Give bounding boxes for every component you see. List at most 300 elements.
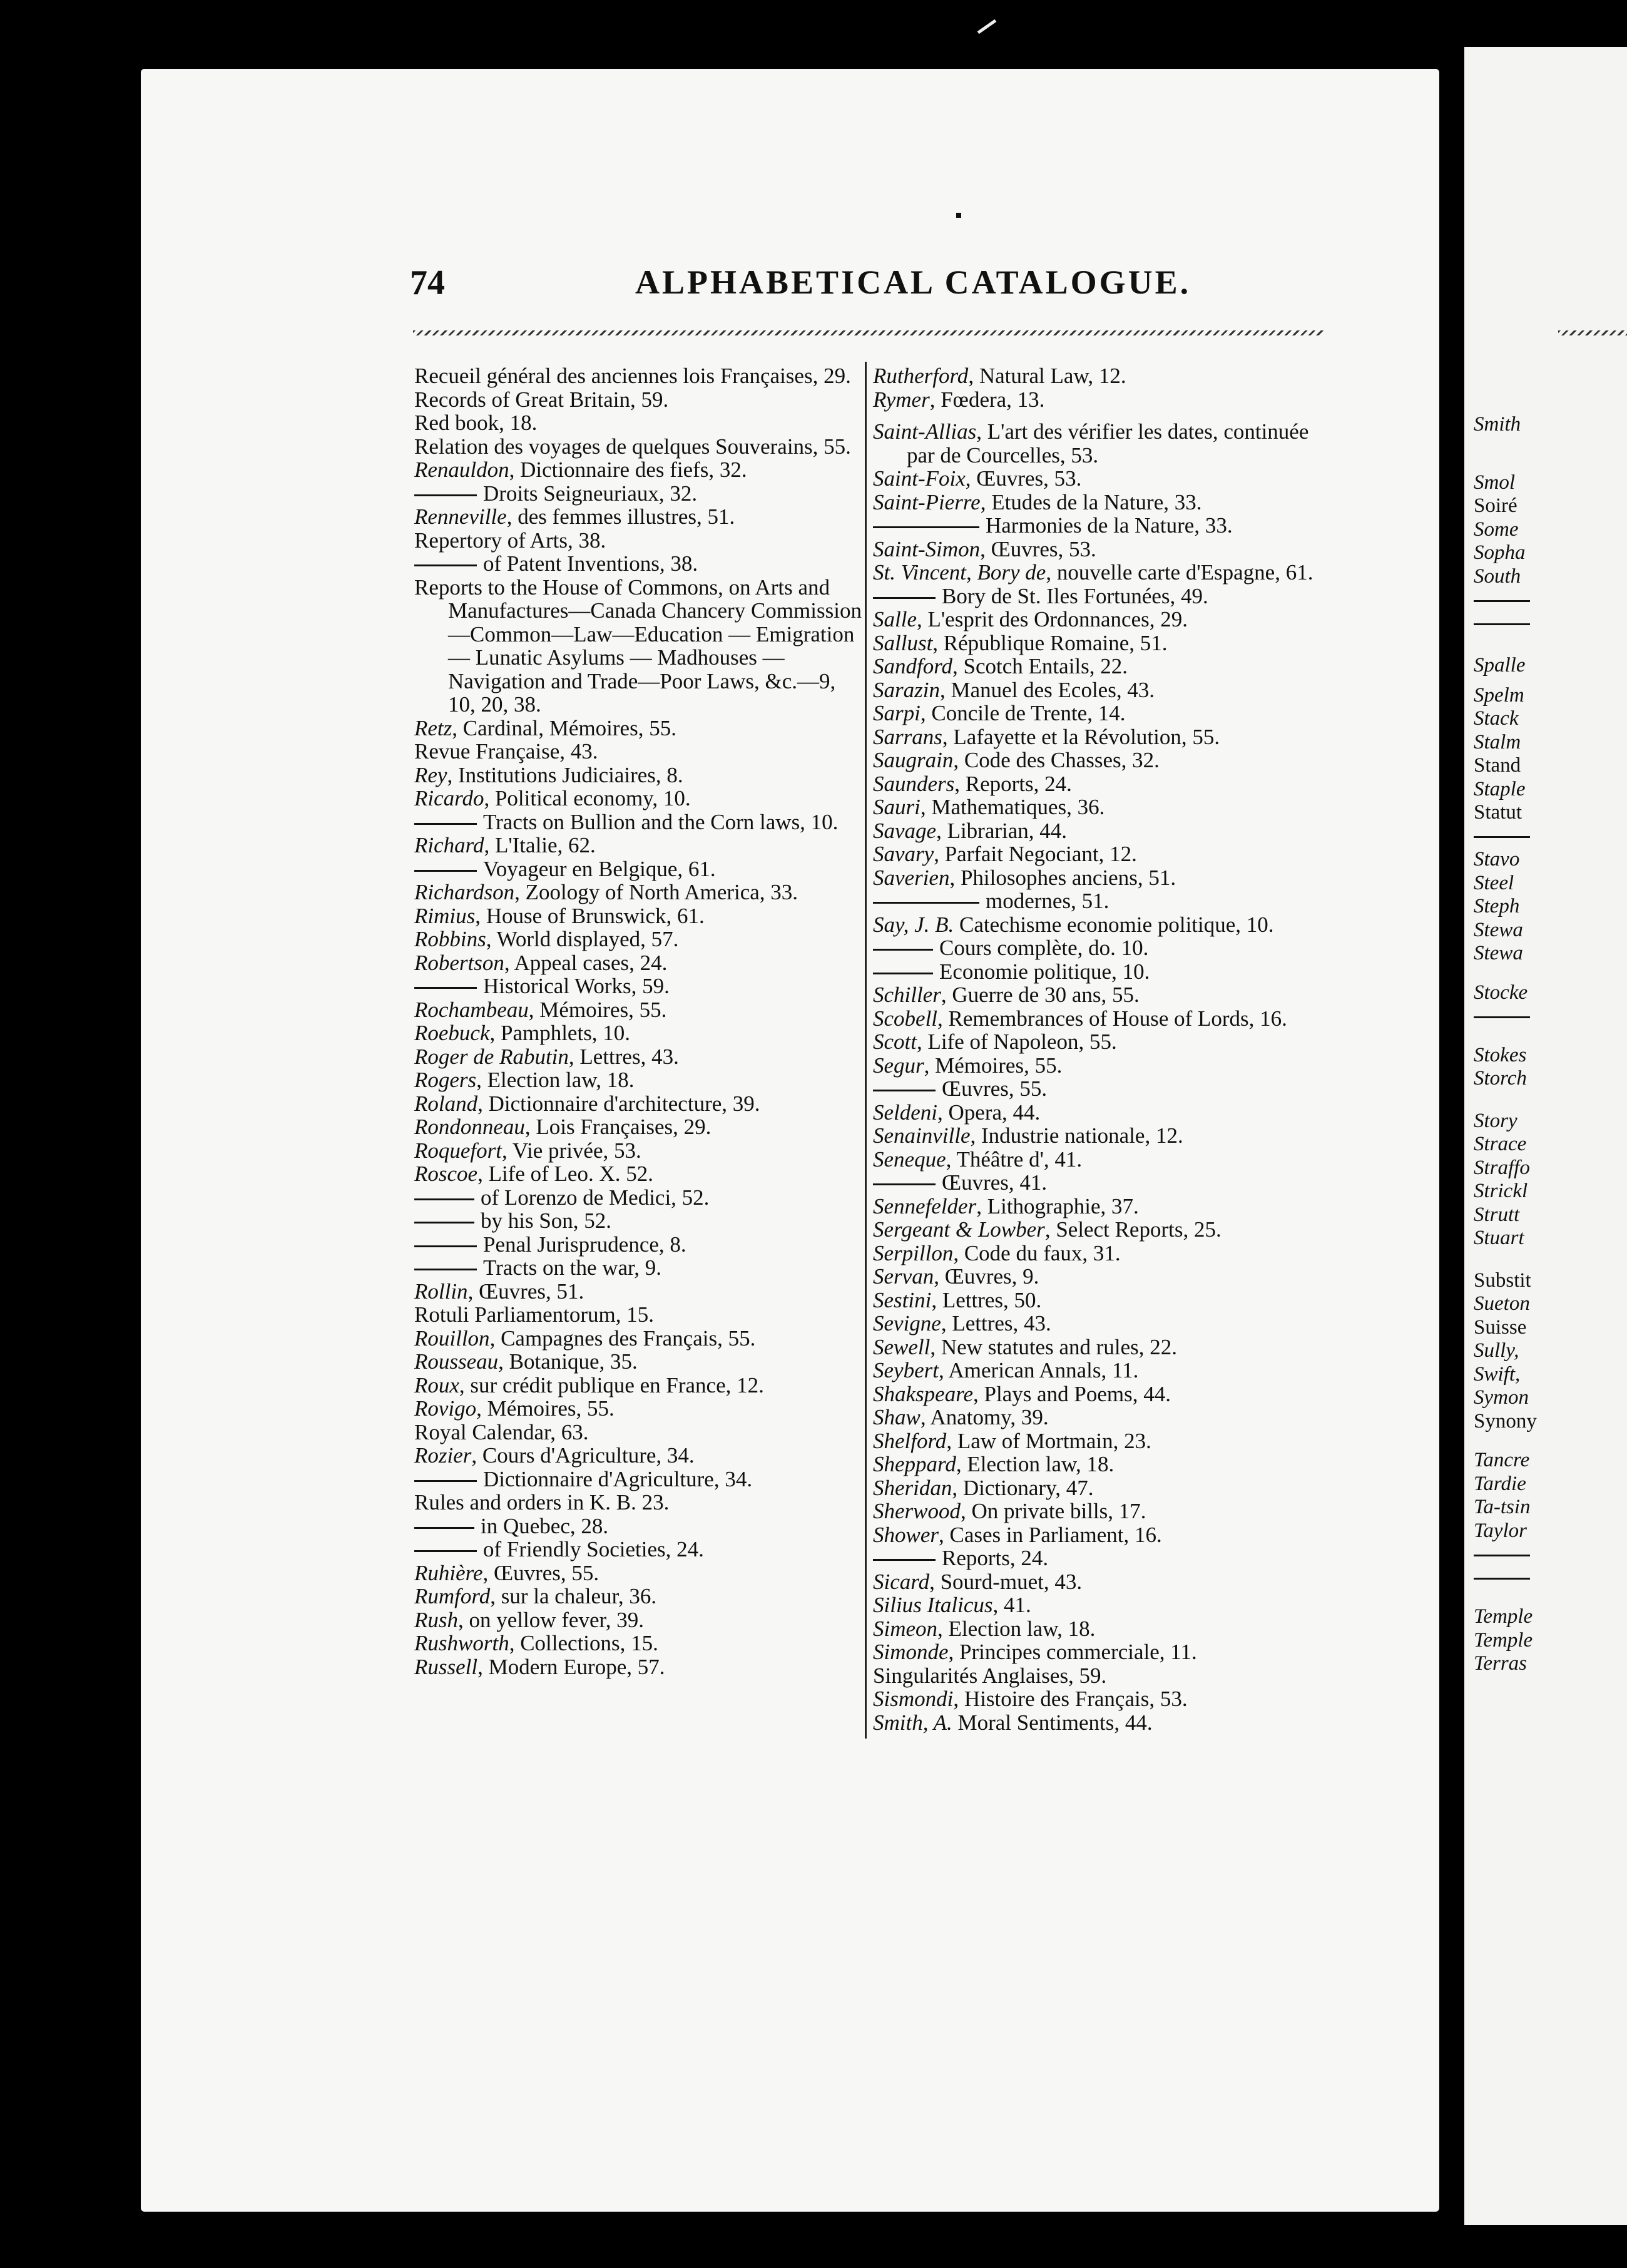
ditto-dash: [873, 902, 979, 904]
catalogue-entry: [873, 983, 1327, 1007]
entry-text: , Plays and Poems, 44.: [973, 1381, 1171, 1406]
catalogue-entry: [873, 1218, 1327, 1242]
catalogue-entry: [414, 1068, 862, 1092]
catalogue-entry: [873, 1171, 1327, 1195]
entry-text: Voyageur en Belgique, 61.: [483, 856, 716, 881]
left-column: [414, 364, 862, 1678]
author-name: Roux: [414, 1372, 459, 1397]
right-page-entry-fragment: [1474, 825, 1537, 849]
entry-text: , Etudes de la Nature, 33.: [980, 489, 1202, 514]
entry-text: , Code des Chasses, 32.: [953, 748, 1160, 772]
catalogue-entry: [873, 1617, 1327, 1641]
entry-text: , Institutions Judiciaires, 8.: [447, 762, 683, 787]
author-name: Sauri: [873, 795, 921, 819]
right-page-entry-fragment: Stewa: [1474, 918, 1523, 941]
author-name: Rondonneau: [414, 1115, 525, 1139]
author-name: Sewell: [873, 1334, 931, 1359]
entry-text: , Code du faux, 31.: [953, 1240, 1121, 1265]
entry-text: , Remembrances of House of Lords, 16.: [937, 1006, 1287, 1031]
entry-text: Harmonies de la Nature, 33.: [986, 513, 1233, 538]
catalogue-entry: [414, 1444, 862, 1468]
author-name: Saint-Foix: [873, 466, 966, 491]
author-name: Roland: [414, 1091, 478, 1116]
catalogue-entry: [873, 678, 1327, 702]
catalogue-entry: [414, 1585, 862, 1608]
author-name: Richardson: [414, 880, 515, 904]
right-page-entry-fragment: Tardie: [1474, 1472, 1526, 1495]
entry-text: , Œuvres, 53.: [965, 466, 1082, 491]
catalogue-entry: [414, 388, 862, 412]
entry-text: , L'Italie, 62.: [484, 833, 596, 857]
author-name: Rey: [414, 762, 447, 787]
catalogue-entry: [414, 1655, 862, 1679]
catalogue-entry: [873, 1148, 1327, 1172]
author-name: Rozier: [414, 1443, 472, 1468]
right-page-entry-fragment: Temple: [1474, 1605, 1533, 1628]
author-name: Robertson: [414, 950, 504, 975]
catalogue-entry: [873, 514, 1327, 538]
ditto-dash: [873, 526, 979, 528]
right-page-entry-fragment: Storch: [1474, 1067, 1527, 1090]
catalogue-entry: [873, 725, 1327, 749]
catalogue-entry: [414, 904, 862, 928]
ditto-dash: [414, 1198, 474, 1200]
entry-text: , Political economy, 10.: [484, 786, 691, 810]
entry-text: , Théâtre d', 41.: [946, 1147, 1083, 1172]
entry-text: , Œuvres, 9.: [934, 1264, 1039, 1289]
author-name: Simonde: [873, 1640, 949, 1664]
author-name: Roger de Rabutin: [414, 1044, 569, 1069]
author-name: Rousseau: [414, 1349, 499, 1374]
ditto-dash: [414, 564, 477, 566]
author-name: Seneque: [873, 1147, 946, 1172]
entry-text: , nouvelle carte d'Espagne, 61.: [1046, 560, 1313, 585]
right-page-entry-fragment: Symon: [1474, 1386, 1529, 1409]
author-name: Rouillon: [414, 1326, 490, 1351]
author-name: Smith, A.: [873, 1710, 952, 1735]
catalogue-entry: [873, 842, 1327, 866]
entry-text: , Law of Mortmain, 23.: [946, 1428, 1151, 1453]
entry-text: Dictionnaire d'Agriculture, 34.: [483, 1466, 753, 1491]
author-name: Sherwood: [873, 1499, 961, 1523]
right-page-entry-fragment: Stand: [1474, 754, 1521, 777]
author-name: Sarazin: [873, 677, 940, 702]
right-page-entry-fragment: Stewa: [1474, 942, 1523, 964]
entry-text: , Lithographie, 37.: [976, 1193, 1139, 1218]
author-name: Rogers: [414, 1068, 477, 1092]
column-divider: [865, 362, 867, 1739]
entry-text: , Campagnes des Français, 55.: [489, 1326, 756, 1351]
right-page-entry-fragment: Spelm: [1474, 683, 1524, 707]
entry-text: , Lettres, 43.: [568, 1044, 679, 1069]
catalogue-entry: [873, 388, 1327, 412]
entry-text: Cours complète, do. 10.: [939, 936, 1149, 960]
entry-text: Historical Works, 59.: [483, 974, 670, 998]
right-page-entry-fragment: Stavo: [1474, 848, 1520, 871]
entry-text: , American Annals, 11.: [938, 1358, 1139, 1382]
catalogue-entry: [414, 1021, 862, 1045]
author-name: Saint-Allias: [873, 419, 977, 444]
catalogue-entry: [414, 857, 862, 881]
right-page-entry-fragment: Steel: [1474, 871, 1514, 894]
entry-text: , Modern Europe, 57.: [477, 1654, 665, 1679]
catalogue-entry: [873, 1077, 1327, 1101]
catalogue-entry: [873, 1546, 1327, 1570]
page-header: [410, 263, 1223, 319]
catalogue-entry: [873, 866, 1327, 890]
author-name: Savary: [873, 842, 934, 866]
entry-text: , Œuvres, 55.: [482, 1560, 599, 1585]
right-page-entry-fragment: Steph: [1474, 895, 1520, 917]
entry-text: , Life of Leo. X. 52.: [477, 1162, 653, 1186]
entry-text: , Select Reports, 25.: [1044, 1217, 1222, 1242]
catalogue-entry: [873, 1124, 1327, 1148]
catalogue-entry: [414, 834, 862, 857]
entry-text: Catechisme economie politique, 10.: [954, 912, 1274, 937]
header-rule-right: [1558, 330, 1627, 335]
catalogue-entry: [414, 1397, 862, 1421]
catalogue-entry: [414, 505, 862, 529]
entry-text: , République Romaine, 51.: [932, 630, 1168, 655]
page-title: ALPHABETICAL CATALOGUE.: [635, 263, 1191, 301]
author-name: Say, J. B.: [873, 912, 954, 937]
author-name: Saunders: [873, 771, 955, 796]
author-name: Russell: [414, 1654, 478, 1679]
author-name: Savage: [873, 818, 937, 843]
entry-text: , Parfait Negociant, 12.: [934, 842, 1137, 866]
entry-text: Reports to the House of Commons, on Arts and Manufactures—Canada Chancery Commission—Common—Law—Education — Emigration — Lunatic Asylums — Madhouses — Navigation and Trade—Poor Laws, &c.—9, 10, 20, 38.: [414, 575, 862, 717]
ditto-dash: [414, 494, 477, 496]
right-page-entry-fragment: Stocke: [1474, 981, 1528, 1004]
ditto-dash: [414, 1527, 474, 1529]
catalogue-entry: [873, 1382, 1327, 1406]
ditto-dash: [873, 597, 936, 599]
right-page-entry-fragment: [1474, 1566, 1537, 1590]
entry-text: , Mémoires, 55.: [476, 1396, 615, 1421]
catalogue-entry: [414, 1045, 862, 1069]
entry-text: , Concile de Trente, 14.: [920, 701, 1126, 725]
catalogue-entry: [873, 538, 1327, 561]
entry-text: Rules and orders in K. B. 23.: [414, 1490, 670, 1515]
entry-text: , 41.: [992, 1593, 1031, 1617]
right-page-entry-fragment: Substit: [1474, 1269, 1531, 1292]
entry-text: , Election law, 18.: [956, 1452, 1114, 1476]
right-page-entry-fragment: Taylor: [1474, 1519, 1527, 1542]
catalogue-entry: [414, 1632, 862, 1655]
entry-text: , Natural Law, 12.: [968, 364, 1126, 388]
author-name: Seybert: [873, 1358, 939, 1382]
entry-text: Bory de St. Iles Fortunées, 49.: [942, 583, 1208, 608]
right-page-entry-fragment: Story: [1474, 1109, 1517, 1132]
catalogue-entry: [873, 960, 1327, 984]
right-page-entry-fragment: Stuart: [1474, 1227, 1524, 1249]
catalogue-entry: [873, 702, 1327, 725]
entry-text: Œuvres, 41.: [942, 1170, 1048, 1195]
catalogue-entry: [414, 927, 862, 951]
entry-text: , sur crédit publique en France, 12.: [459, 1372, 764, 1397]
entry-text: Revue Française, 43.: [414, 739, 598, 764]
right-page-entry-fragment: Strutt: [1474, 1203, 1520, 1226]
entry-text: , Philosophes anciens, 51.: [949, 865, 1176, 890]
entry-text: , Lettres, 50.: [931, 1287, 1042, 1312]
right-page-entry-fragment: Spalle: [1474, 654, 1526, 677]
right-page-entry-fragment: Synony: [1474, 1409, 1537, 1433]
entry-text: Penal Jurisprudence, 8.: [483, 1232, 686, 1257]
catalogue-entry: [414, 1538, 862, 1561]
catalogue-entry: [873, 1054, 1327, 1078]
author-name: Sarrans: [873, 724, 942, 749]
entry-text: , Collections, 15.: [509, 1631, 658, 1655]
author-name: Sallust: [873, 630, 933, 655]
author-name: Servan: [873, 1264, 934, 1289]
entry-text: Royal Calendar, 63.: [414, 1419, 589, 1444]
catalogue-entry: [873, 1476, 1327, 1500]
entry-text: , Industrie nationale, 12.: [970, 1123, 1183, 1148]
catalogue-entry: [414, 576, 862, 717]
ditto-dash: [414, 1245, 477, 1247]
entry-text: , Election law, 18.: [937, 1616, 1096, 1641]
entry-text: , World displayed, 57.: [486, 927, 679, 951]
catalogue-entry: [414, 1115, 862, 1139]
catalogue-entry: [414, 1303, 862, 1327]
catalogue-entry: [873, 795, 1327, 819]
author-name: Sheppard: [873, 1452, 956, 1476]
entry-text: Economie politique, 10.: [939, 959, 1150, 984]
catalogue-entry: [414, 364, 862, 388]
entry-text: , Œuvres, 51.: [467, 1279, 584, 1304]
ditto-dash: [873, 1559, 936, 1561]
entry-text: , Sourd-muet, 43.: [929, 1569, 1083, 1594]
ditto-dash: [414, 1480, 477, 1482]
entry-text: , Zoology of North America, 33.: [514, 880, 798, 904]
catalogue-entry: [873, 1593, 1327, 1617]
scan-speck: [977, 19, 997, 34]
author-name: Roebuck: [414, 1021, 490, 1045]
catalogue-entry: [414, 1209, 862, 1233]
author-name: Rushworth: [414, 1631, 509, 1655]
middle-column: [873, 364, 1327, 1734]
entry-text: , Dictionnaire des fiefs, 32.: [509, 457, 747, 482]
entry-text: , Dictionnaire d'architecture, 39.: [477, 1091, 760, 1116]
author-name: Saint-Simon: [873, 536, 981, 561]
author-name: Salle: [873, 607, 917, 631]
right-page-entry-fragment: Stalm: [1474, 730, 1521, 753]
right-page-entry-fragment: Smith: [1474, 413, 1521, 436]
catalogue-entry: [414, 1327, 862, 1351]
author-name: Rovigo: [414, 1396, 477, 1421]
ditto-dash: [873, 1183, 936, 1185]
page-number: 74: [410, 263, 445, 302]
author-name: Sestini: [873, 1287, 932, 1312]
catalogue-entry: [873, 1265, 1327, 1289]
author-name: Robbins: [414, 927, 486, 951]
entry-text: , Election law, 18.: [476, 1068, 635, 1092]
entry-text: Tracts on Bullion and the Corn laws, 10.: [483, 809, 839, 834]
right-page-entry-fragment: Statut: [1474, 801, 1522, 824]
entry-text: , Lois Françaises, 29.: [524, 1115, 711, 1139]
entry-text: of Lorenzo de Medici, 52.: [481, 1185, 710, 1210]
author-name: Silius Italicus: [873, 1593, 993, 1617]
author-name: Richard: [414, 833, 484, 857]
right-page-entry-fragment: Staple: [1474, 777, 1526, 800]
catalogue-entry: [873, 585, 1327, 608]
catalogue-entry: [414, 1374, 862, 1397]
ditto-dash: [414, 870, 477, 872]
entry-text: of Friendly Societies, 24.: [483, 1537, 704, 1561]
entry-text: , House of Brunswick, 61.: [475, 903, 705, 928]
entry-text: Tracts on the war, 9.: [483, 1255, 662, 1280]
right-page-entry-fragment: [1474, 1543, 1537, 1566]
catalogue-entry: [873, 936, 1327, 960]
ditto-dash: [873, 949, 933, 951]
entry-text: , Vie privée, 53.: [501, 1138, 641, 1163]
right-page-entry-fragment: [1474, 588, 1537, 612]
entry-text: , Anatomy, 39.: [920, 1405, 1049, 1429]
catalogue-entry: [873, 1336, 1327, 1359]
entry-text: , Life of Napoleon, 55.: [916, 1029, 1117, 1054]
author-name: Seldeni: [873, 1100, 938, 1125]
catalogue-entry: [414, 482, 862, 506]
entry-text: , Appeal cases, 24.: [504, 950, 668, 975]
catalogue-entry: [873, 1101, 1327, 1125]
author-name: Rollin: [414, 1279, 468, 1304]
author-name: Rochambeau: [414, 997, 529, 1022]
entry-text: , on yellow fever, 39.: [458, 1607, 644, 1632]
author-name: Shaw: [873, 1405, 921, 1429]
entry-text: , Dictionary, 47.: [952, 1475, 1094, 1500]
entry-text: , Cardinal, Mémoires, 55.: [452, 715, 676, 740]
right-page-entry-fragment: Temple: [1474, 1628, 1533, 1652]
author-name: Rimius: [414, 903, 476, 928]
catalogue-entry: [414, 1162, 862, 1186]
author-name: Sandford: [873, 654, 953, 678]
right-page-entry-fragment: Sueton: [1474, 1292, 1530, 1315]
author-name: Ruhière: [414, 1560, 483, 1585]
catalogue-entry: [414, 1561, 862, 1585]
author-name: Shower: [873, 1522, 939, 1547]
catalogue-entry: [873, 1289, 1327, 1312]
right-page-entry-fragment: Suisse: [1474, 1315, 1527, 1339]
catalogue-entry: [873, 1195, 1327, 1218]
catalogue-entry: [873, 561, 1327, 585]
catalogue-entry: [873, 1007, 1327, 1031]
catalogue-entry: [873, 1664, 1327, 1688]
entry-text: Droits Seigneuriaux, 32.: [483, 481, 698, 506]
entry-text: , L'esprit des Ordonnances, 29.: [916, 607, 1188, 631]
catalogue-entry: [873, 491, 1327, 514]
catalogue-entry: [414, 529, 862, 553]
catalogue-entry: [414, 951, 862, 975]
right-page-entry-fragment: Terras: [1474, 1652, 1527, 1675]
catalogue-entry: [873, 1523, 1327, 1547]
catalogue-entry: [873, 1687, 1327, 1711]
entry-text: , New statutes and rules, 22.: [930, 1334, 1178, 1359]
author-name: Rymer: [873, 387, 930, 412]
catalogue-entry: [414, 717, 862, 740]
catalogue-entry: [873, 1453, 1327, 1476]
catalogue-entry: [414, 740, 862, 764]
entry-text: , Opera, 44.: [937, 1100, 1041, 1125]
catalogue-entry: [873, 748, 1327, 772]
entry-text: , On private bills, 17.: [961, 1499, 1146, 1523]
ditto-dash: [873, 1090, 936, 1091]
entry-text: , Mathematiques, 36.: [920, 795, 1105, 819]
catalogue-entry: [414, 974, 862, 998]
catalogue-entry: [414, 411, 862, 435]
author-name: Sergeant & Lowber: [873, 1217, 1045, 1242]
author-name: Rutherford: [873, 364, 969, 388]
ditto-dash: [873, 973, 933, 974]
catalogue-entry: [414, 998, 862, 1022]
catalogue-entry: [873, 1406, 1327, 1429]
catalogue-entry: [873, 1499, 1327, 1523]
catalogue-entry: [414, 787, 862, 810]
entry-text: , Librarian, 44.: [936, 818, 1068, 843]
right-page-entry-fragment: South: [1474, 564, 1521, 588]
catalogue-entry: [414, 1515, 862, 1538]
catalogue-entry: [873, 889, 1327, 913]
entry-text: Singularités Anglaises, 59.: [873, 1663, 1107, 1688]
catalogue-entry: [414, 1491, 862, 1515]
right-page-entry-fragment: [1474, 612, 1537, 636]
entry-text: of Patent Inventions, 38.: [483, 551, 698, 576]
entry-text: Reports, 24.: [942, 1546, 1049, 1570]
author-name: Scott: [873, 1029, 917, 1054]
entry-text: by his Son, 52.: [481, 1208, 612, 1233]
scan-speck: [956, 213, 961, 218]
author-name: Shakspeare: [873, 1381, 974, 1406]
entry-text: in Quebec, 28.: [481, 1513, 609, 1538]
catalogue-entry: [414, 1139, 862, 1163]
author-name: Ricardo: [414, 786, 484, 810]
entry-text: , Cases in Parliament, 16.: [939, 1522, 1162, 1547]
entry-text: Œuvres, 55.: [942, 1076, 1048, 1101]
catalogue-entry: [414, 1256, 862, 1280]
catalogue-entry: [873, 467, 1327, 491]
right-page-entry-fragment: Straffo: [1474, 1156, 1530, 1179]
author-name: Sarpi: [873, 701, 921, 725]
entry-text: , Mémoires, 55.: [924, 1053, 1063, 1078]
entry-text: , Lettres, 43.: [941, 1311, 1051, 1336]
catalogue-entry: [414, 1186, 862, 1210]
catalogue-entry: [873, 1359, 1327, 1382]
author-name: Schiller: [873, 983, 941, 1007]
entry-text: , Mémoires, 55.: [528, 997, 667, 1022]
right-page-entry-fragment: Tancre: [1474, 1449, 1530, 1471]
entry-text: , des femmes illustres, 51.: [506, 504, 735, 529]
ditto-dash: [414, 1269, 477, 1270]
entry-text: , Botanique, 35.: [498, 1349, 638, 1374]
author-name: Serpillon: [873, 1240, 954, 1265]
author-name: Roquefort: [414, 1138, 502, 1163]
author-name: Sevigne: [873, 1311, 941, 1336]
entry-text: , Fœdera, 13.: [929, 387, 1045, 412]
catalogue-entry: [414, 810, 862, 834]
entry-text: , Lafayette et la Révolution, 55.: [942, 724, 1220, 749]
ditto-dash: [414, 1222, 474, 1223]
entry-text: Moral Sentiments, 44.: [952, 1710, 1153, 1735]
right-page-entry-fragment: Sully,: [1474, 1339, 1519, 1362]
catalogue-entry: [414, 1092, 862, 1116]
author-name: Renneville: [414, 504, 507, 529]
catalogue-entry: [414, 458, 862, 482]
author-name: Sismondi: [873, 1687, 954, 1711]
entry-text: , Cours d'Agriculture, 34.: [471, 1443, 695, 1468]
catalogue-entry: [873, 420, 1327, 467]
author-name: Sennefelder: [873, 1193, 977, 1218]
author-name: Renauldon: [414, 457, 509, 482]
entry-text: , Scotch Entails, 22.: [952, 654, 1128, 678]
